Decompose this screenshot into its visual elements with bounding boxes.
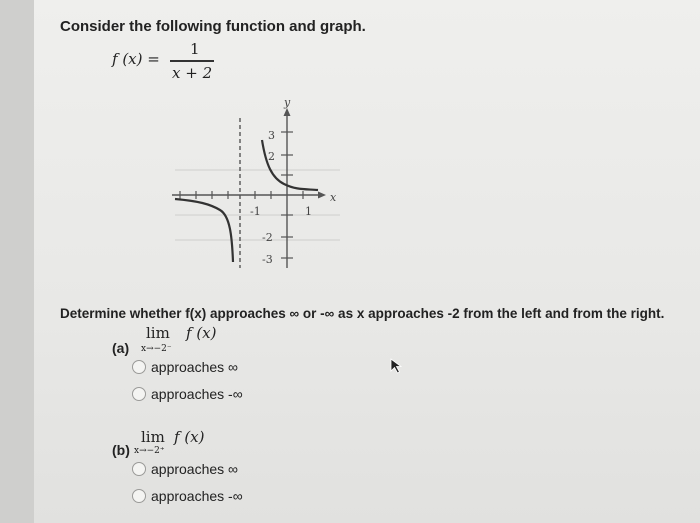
part-b-expr: f (x) bbox=[174, 428, 205, 446]
x-axis-label: x bbox=[330, 191, 337, 204]
part-b-lim: lim bbox=[141, 428, 165, 446]
part-b-option-infinity[interactable]: approaches ∞ bbox=[151, 461, 239, 477]
x-axis-arrow bbox=[318, 192, 326, 199]
mouse-cursor-icon bbox=[390, 358, 404, 374]
part-b-radio-neg-infinity[interactable] bbox=[132, 489, 146, 503]
y-axis-arrow bbox=[284, 108, 291, 116]
part-a-label: (a) bbox=[112, 340, 130, 356]
y-axis-label: y bbox=[284, 96, 291, 109]
part-a-expr: f (x) bbox=[186, 324, 217, 342]
function-numerator: 1 bbox=[190, 40, 200, 58]
part-a-option-infinity[interactable]: approaches ∞ bbox=[151, 359, 239, 375]
part-a-radio-neg-infinity[interactable] bbox=[132, 387, 146, 401]
x-tick-label-1: 1 bbox=[305, 205, 312, 218]
x-tick-label-neg1: -1 bbox=[250, 205, 261, 218]
part-a-subscript: x→−2⁻ bbox=[141, 344, 172, 354]
function-denominator: x + 2 bbox=[172, 64, 213, 82]
part-b-label: (b) bbox=[112, 442, 130, 458]
part-a-radio-infinity[interactable] bbox=[132, 360, 146, 374]
part-b-subscript: x→−2⁺ bbox=[134, 446, 165, 456]
curve-left-branch bbox=[175, 199, 233, 262]
y-tick-label-2: 2 bbox=[268, 150, 275, 163]
part-b-option-neg-infinity[interactable]: approaches -∞ bbox=[151, 488, 243, 504]
part-a-option-neg-infinity[interactable]: approaches -∞ bbox=[151, 386, 243, 402]
question-prompt: Determine whether f(x) approaches ∞ or -∞ as x approaches -2 from the left and from the right. bbox=[60, 306, 665, 321]
part-a-lim: lim bbox=[146, 324, 170, 342]
curve-right-branch bbox=[262, 140, 318, 190]
y-tick-label-3: 3 bbox=[268, 129, 275, 142]
y-tick-label-neg3: -3 bbox=[262, 253, 273, 266]
part-b-radio-infinity[interactable] bbox=[132, 462, 146, 476]
y-tick-label-neg2: -2 bbox=[262, 231, 273, 244]
function-lhs: f (x) = bbox=[112, 50, 160, 68]
question-title: Consider the following function and graph. bbox=[60, 18, 366, 35]
